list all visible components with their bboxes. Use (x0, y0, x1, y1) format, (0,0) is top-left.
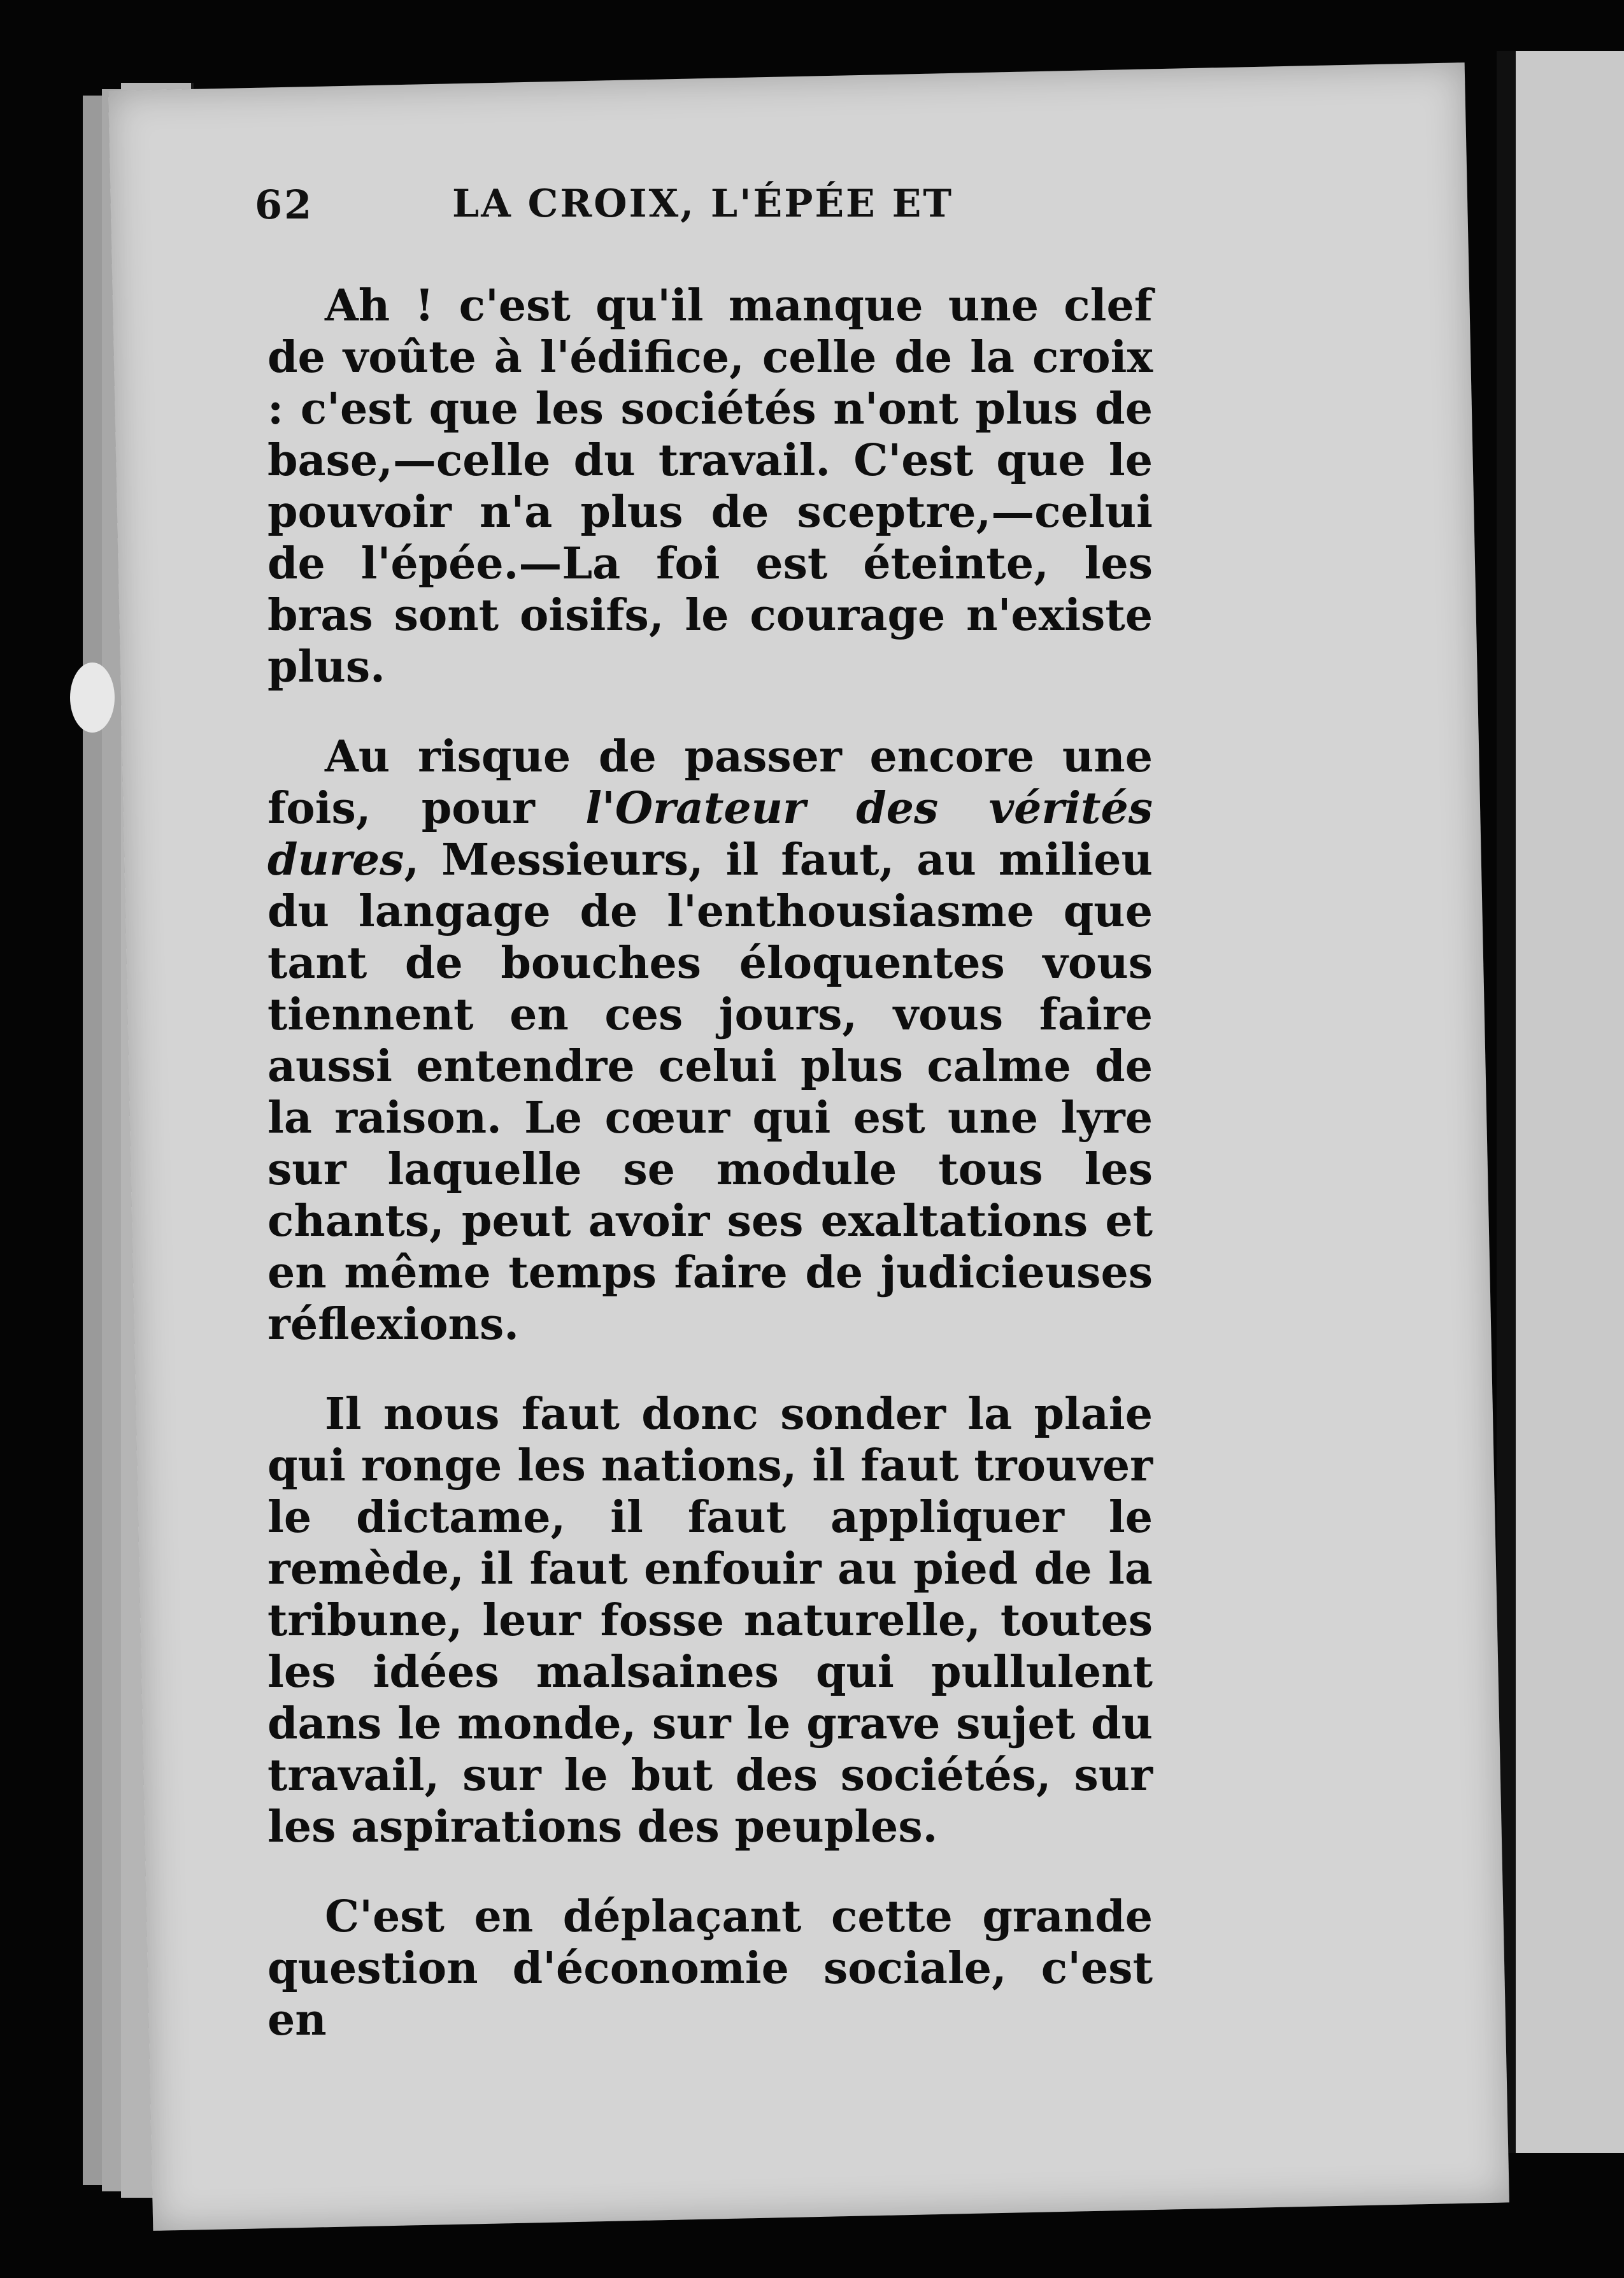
running-title: LA CROIX, L'ÉPÉE ET (452, 182, 954, 226)
paragraph-3: Il nous faut donc sonder la plaie qui ronge les nations, il faut trouver le dictame, il faut appliquer le remède, il faut enfouir au pied de la tribune, leur fosse naturelle, toutes les idées malsaines qui pullulent dans le monde, sur le grave sujet du travail, sur le but des sociétés, sur les aspirations des peuples. (267, 1389, 1153, 1852)
paper-blemish (70, 663, 115, 733)
paragraph-4: C'est en déplaçant cette grande question d'économie sociale, c'est en (267, 1891, 1153, 2045)
paragraph-1: Ah ! c'est qu'il manque une clef de voûte à l'édifice, celle de la croix : c'est que les sociétés n'ont plus de base,—celle du travail. C'est que le pouvoir n'a plus de sceptre,—celui de l'épée.—La foi est éteinte, les bras sont oisifs, le courage n'existe plus. (267, 280, 1153, 692)
paragraph-2-after: , Messieurs, il faut, au milieu du langage de l'enthousiasme que tant de bouches éloquentes vous tiennent en ces jours, vous faire aussi entendre celui plus calme de la raison. Le cœur qui est une lyre sur laquelle se module tous les chants, peut avoir ses exaltations et en même temps faire de judicieuses réflexions. (267, 835, 1153, 1350)
page-number: 62 (255, 182, 314, 228)
italic-phrase: l'Orateur des vérités dures (267, 783, 1153, 885)
body-text (267, 280, 1153, 2084)
paragraph-2-before: Au risque de passer encore une fois, pour (267, 731, 1153, 834)
paragraph-2 (267, 731, 1153, 1350)
adjacent-page-strip (1497, 51, 1624, 2153)
